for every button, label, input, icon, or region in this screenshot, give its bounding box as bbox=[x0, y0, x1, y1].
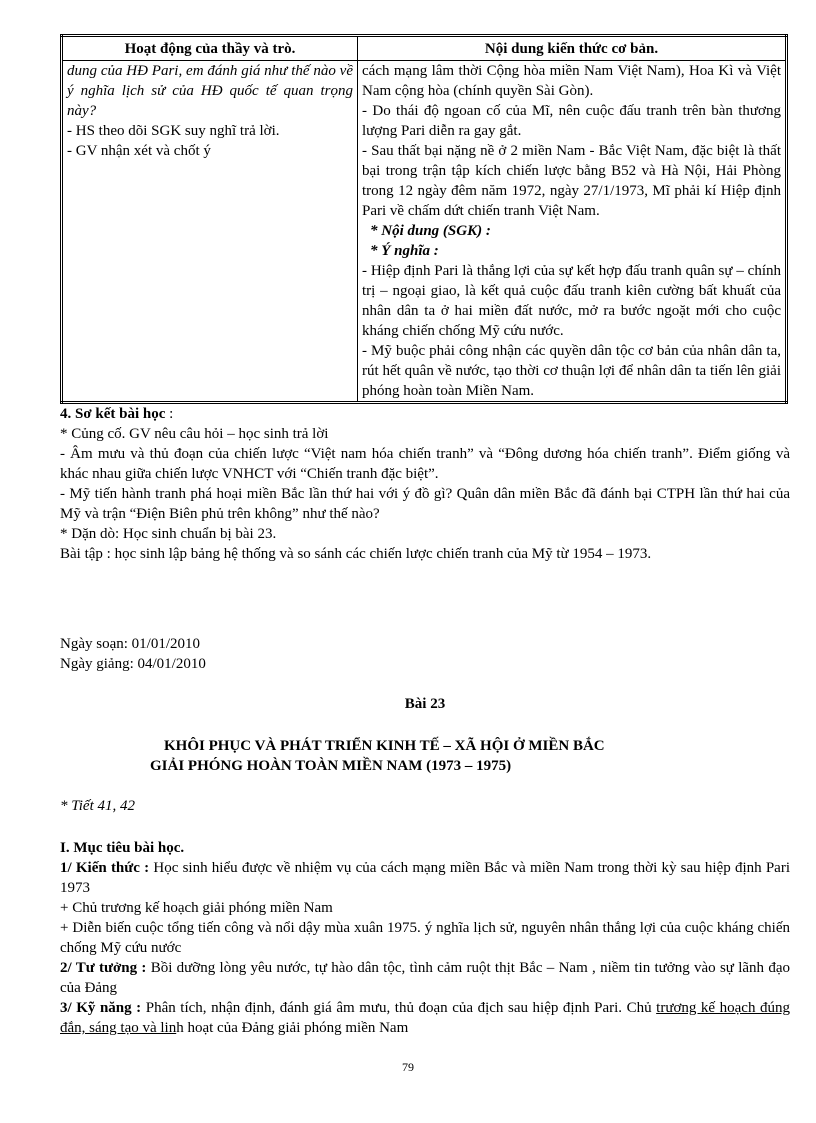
content-paragraph: cách mạng lâm thời Cộng hòa miền Nam Việt Nam), Hoa Kì và Việt Nam cộng hòa (chính quyền Sài Gòn). bbox=[362, 63, 781, 99]
lesson-title-line: KHÔI PHỤC VÀ PHÁT TRIỂN KINH TẾ – XÃ HỘI Ở MIỀN BẮC bbox=[164, 738, 605, 754]
summary-line: Bài tập : học sinh lập bảng hệ thống và so sánh các chiến lược chiến tranh của Mỹ từ 1954 – 1973. bbox=[60, 546, 652, 562]
thought-label: 2/ Tư tưởng : bbox=[60, 960, 147, 976]
knowledge-text: Học sinh hiểu được về nhiệm vụ của cách mạng miền Bắc và miền Nam trong thời kỳ sau hiệp định Pari 1973 bbox=[60, 860, 790, 896]
table-header-content: Nội dung kiến thức cơ bản. bbox=[358, 36, 787, 61]
lesson-title-line: GIẢI PHÓNG HOÀN TOÀN MIỀN NAM (1973 – 1975) bbox=[150, 758, 512, 774]
objectives-heading: I. Mục tiêu bài học. bbox=[60, 840, 185, 856]
skill-text: Phân tích, nhận định, đánh giá âm mưu, thủ đoạn của địch sau hiệp định Pari. Chủ bbox=[141, 1000, 657, 1016]
teacher-activity: - GV nhận xét và chốt ý bbox=[67, 143, 211, 159]
objectives-section bbox=[60, 838, 790, 1038]
student-activity: - HS theo dõi SGK suy nghĩ trả lời. bbox=[67, 123, 280, 139]
content-paragraph: - Sau thất bại nặng nề ở 2 miền Nam - Bắc Việt Nam, đặc biệt là thất bại trong trận tập kích chiến lược bằng B52 và Hà Nội, Hải Phòng trong 12 ngày đêm năm 1972, ngày 27/1/1973, Mĩ phải kí Hiệp định Pari về chấm dứt chiến tranh Việt Nam. bbox=[362, 143, 781, 219]
summary-line: - Mỹ tiến hành tranh phá hoại miền Bắc lần thứ hai với ý đồ gì? Quân dân miền Bắc đã đánh bại CTPH lần thứ hai của Mỹ và trận “Điện Biên phủ trên không” như thế nào? bbox=[60, 486, 790, 522]
thought-text: Bồi dưỡng lòng yêu nước, tự hào dân tộc, tình cảm ruột thịt Bắc – Nam , niềm tin tưởng vào sự lãnh đạo của Đảng bbox=[60, 960, 791, 996]
lesson-dates bbox=[60, 634, 790, 674]
content-subheading: * Nội dung (SGK) : bbox=[370, 223, 491, 239]
lesson-period: * Tiết 41, 42 bbox=[60, 798, 136, 814]
content-subheading: * Ý nghĩa : bbox=[370, 243, 439, 259]
summary-line: - Âm mưu và thủ đoạn của chiến lược “Việt nam hóa chiến tranh” và “Đông dương hóa chiến tranh”. Điểm giống và khác nhau giữa chiến lược VNHCT với “Chiến tranh đặc biệt”. bbox=[60, 446, 790, 482]
summary-heading-label: 4. Sơ kết bài học bbox=[60, 406, 166, 422]
skill-text-underlined: trương kế hoạch đúng đắn, sáng tạo và lin bbox=[60, 1000, 791, 1036]
table-header-row bbox=[62, 36, 787, 61]
table-row bbox=[62, 61, 787, 403]
content-paragraph: - Do thái độ ngoan cố của Mĩ, nên cuộc đấu tranh trên bàn thương lượng Pari diễn ra gay gắt. bbox=[362, 103, 781, 139]
lesson-summary bbox=[60, 404, 790, 564]
table-header-activities: Hoạt động của thầy và trò. bbox=[62, 36, 358, 61]
content-paragraph: - Mỹ buộc phải công nhận các quyền dân tộc cơ bản của nhân dân ta, rút hết quân về nước, tạo thời cơ thuận lợi để nhân dân ta tiến lên giải phóng hoàn toàn Miền Nam. bbox=[362, 343, 781, 399]
summary-heading-colon: : bbox=[165, 406, 174, 422]
thought-objective bbox=[60, 958, 790, 998]
skill-objective bbox=[60, 998, 790, 1038]
knowledge-item: + Diễn biến cuộc tổng tiến công và nổi dậy mùa xuân 1975. ý nghĩa lịch sử, nguyên nhân thắng lợi của cuộc kháng chiến chống Mỹ cứu nước bbox=[60, 920, 790, 956]
knowledge-label: 1/ Kiến thức : bbox=[60, 860, 150, 876]
content-paragraph: - Hiệp định Pari là thắng lợi của sự kết hợp đấu tranh quân sự – chính trị – ngoại giao, là kết quả cuộc đấu tranh kiên cường bất khuất của nhân dân ta ở hai miền đất nước, mở ra bước ngoặt mới cho cuộc kháng chiến chống Mỹ cứu nước. bbox=[362, 263, 781, 339]
page-number: 79 bbox=[402, 1060, 414, 1074]
summary-heading bbox=[60, 404, 790, 424]
knowledge-item: + Chủ trương kế hoạch giải phóng miền Nam bbox=[60, 900, 333, 916]
preparation-date: Ngày soạn: 01/01/2010 bbox=[60, 636, 200, 652]
document-page bbox=[60, 34, 790, 1038]
knowledge-objective bbox=[60, 858, 790, 898]
summary-line: * Củng cố. GV nêu câu hỏi – học sinh trả lời bbox=[60, 426, 329, 442]
activities-cell bbox=[62, 61, 358, 403]
lesson-number: Bài 23 bbox=[404, 696, 446, 712]
summary-line: * Dặn dò: Học sinh chuẩn bị bài 23. bbox=[60, 526, 277, 542]
content-cell bbox=[358, 61, 787, 403]
skill-text-end: h hoạt của Đảng giải phóng miền Nam bbox=[176, 1020, 409, 1036]
lesson-activity-table bbox=[60, 34, 788, 404]
lesson-title bbox=[60, 736, 790, 776]
teacher-question: dung của HĐ Pari, em đánh giá như thế nào về ý nghĩa lịch sử của HĐ quốc tế quan trọng này? bbox=[67, 63, 353, 119]
skill-label: 3/ Kỹ năng : bbox=[60, 1000, 142, 1016]
teaching-date: Ngày giảng: 04/01/2010 bbox=[60, 656, 206, 672]
